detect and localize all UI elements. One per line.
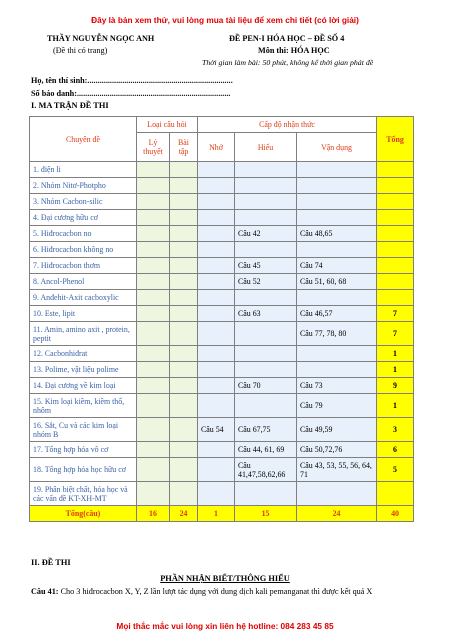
theory-cell (137, 194, 170, 210)
apply-cell (297, 178, 377, 194)
preview-banner: Đây là bản xem thử, vui lòng mua tài liệu để xem chi tiết (có lời giải) (91, 15, 359, 25)
exercise-cell (170, 226, 198, 242)
exercise-cell (170, 442, 198, 458)
apply-cell: Câu 43, 53, 55, 56, 64, 71 (297, 458, 377, 482)
theory-cell (137, 394, 170, 418)
remember-cell (198, 178, 235, 194)
apply-cell: Câu 74 (297, 258, 377, 274)
total-cell: 1 (377, 362, 414, 378)
candidate-name-line: Họ, tên thí sinh:....................................................................... (31, 76, 233, 85)
exam-subject: Môn thi: HÓA HỌC (258, 46, 330, 55)
header-topic: Chuyên đề (30, 117, 137, 162)
total-cell (377, 242, 414, 258)
exercise-cell (170, 362, 198, 378)
exercise-cell (170, 394, 198, 418)
remember-cell (198, 442, 235, 458)
understand-cell (235, 346, 297, 362)
theory-cell (137, 226, 170, 242)
theory-cell (137, 458, 170, 482)
total-cell (377, 210, 414, 226)
remember-cell (198, 258, 235, 274)
topic-cell: 1. điện li (30, 162, 137, 178)
understand-cell: Câu 44, 61, 69 (235, 442, 297, 458)
understand-cell (235, 178, 297, 194)
remember-cell (198, 306, 235, 322)
total-apply: 24 (297, 506, 377, 522)
remember-cell (198, 290, 235, 306)
table-row (30, 258, 414, 274)
exercise-cell (170, 178, 198, 194)
table-row (30, 378, 414, 394)
theory-cell (137, 258, 170, 274)
remember-cell (198, 346, 235, 362)
exercise-cell (170, 306, 198, 322)
total-cell (377, 178, 414, 194)
header-total: Tổng (377, 117, 414, 162)
topic-cell: 10. Este, lipit (30, 306, 137, 322)
part-title: PHẦN NHẬN BIẾT/THÔNG HIỂU (160, 574, 290, 583)
apply-cell (297, 290, 377, 306)
topic-cell: 16. Sắt, Cu và các kim loại nhóm B (30, 418, 137, 442)
total-theory: 16 (137, 506, 170, 522)
understand-cell: Câu 70 (235, 378, 297, 394)
total-cell: 1 (377, 394, 414, 418)
exercise-cell (170, 210, 198, 226)
understand-cell: Câu 52 (235, 274, 297, 290)
remember-cell (198, 482, 235, 506)
total-exercise: 24 (170, 506, 198, 522)
topic-cell: 5. Hiđrocacbon no (30, 226, 137, 242)
remember-cell (198, 362, 235, 378)
table-row (30, 226, 414, 242)
theory-cell (137, 242, 170, 258)
topic-cell: 4. Đại cương hữu cơ (30, 210, 137, 226)
understand-cell (235, 394, 297, 418)
topic-cell: 12. Cacbonhiđrat (30, 346, 137, 362)
question-text: Cho 3 hiđrocacbon X, Y, Z lần lượt tác dụng với dung dịch kali pemanganat thì được kết quả X (58, 587, 373, 596)
exercise-cell (170, 378, 198, 394)
theory-cell (137, 442, 170, 458)
total-row-label: Tổng(câu) (30, 506, 137, 522)
header-question-type: Loại câu hỏi (137, 117, 198, 133)
exercise-cell (170, 482, 198, 506)
theory-cell (137, 178, 170, 194)
topic-cell: 17. Tổng hợp hóa vô cơ (30, 442, 137, 458)
understand-cell: Câu 67,75 (235, 418, 297, 442)
exercise-cell (170, 346, 198, 362)
table-row (30, 346, 414, 362)
total-cell: 6 (377, 442, 414, 458)
remember-cell (198, 194, 235, 210)
total-cell (377, 274, 414, 290)
topic-cell: 3. Nhóm Cacbon-silic (30, 194, 137, 210)
apply-cell: Câu 48,65 (297, 226, 377, 242)
remember-cell (198, 378, 235, 394)
topic-cell: 2. Nhóm Nitơ-Photpho (30, 178, 137, 194)
remember-cell (198, 242, 235, 258)
theory-cell (137, 362, 170, 378)
table-total-row (30, 506, 414, 522)
exercise-cell (170, 458, 198, 482)
exam-matrix-table (29, 116, 414, 522)
exam-title: ĐỀ PEN-I HÓA HỌC – ĐỀ SỐ 4 (229, 34, 345, 43)
apply-cell: Câu 51, 60, 68 (297, 274, 377, 290)
apply-cell: Câu 46,57 (297, 306, 377, 322)
table-row (30, 274, 414, 290)
theory-cell (137, 274, 170, 290)
understand-cell (235, 162, 297, 178)
understand-cell: Câu 42 (235, 226, 297, 242)
topic-cell: 11. Amin, amino axit , protein, peptit (30, 322, 137, 346)
topic-cell: 7. Hiđrocacbon thơm (30, 258, 137, 274)
exercise-cell (170, 290, 198, 306)
section-exam-title: II. ĐỀ THI (31, 558, 71, 567)
exercise-cell (170, 194, 198, 210)
apply-cell (297, 210, 377, 226)
exercise-cell (170, 418, 198, 442)
topic-cell: 18. Tổng hợp hóa học hữu cơ (30, 458, 137, 482)
topic-cell: 15. Kim loại kiềm, kiềm thổ, nhôm (30, 394, 137, 418)
exercise-cell (170, 258, 198, 274)
theory-cell (137, 210, 170, 226)
theory-cell (137, 162, 170, 178)
hotline-banner: Mọi thắc mắc vui lòng xin liên hệ hotline: 084 283 45 85 (116, 621, 334, 631)
total-cell (377, 162, 414, 178)
question-41 (31, 587, 431, 596)
total-cell: 3 (377, 418, 414, 442)
remember-cell (198, 394, 235, 418)
table-row (30, 418, 414, 442)
apply-cell: Câu 73 (297, 378, 377, 394)
table-row (30, 322, 414, 346)
apply-cell (297, 162, 377, 178)
table-row (30, 210, 414, 226)
topic-cell: 8. Ancol-Phenol (30, 274, 137, 290)
table-row (30, 242, 414, 258)
theory-cell (137, 322, 170, 346)
theory-cell (137, 378, 170, 394)
table-row (30, 194, 414, 210)
total-cell: 9 (377, 378, 414, 394)
theory-cell (137, 482, 170, 506)
table-row (30, 442, 414, 458)
understand-cell (235, 362, 297, 378)
understand-cell: Câu 45 (235, 258, 297, 274)
total-cell: 7 (377, 322, 414, 346)
apply-cell: Câu 77, 78, 80 (297, 322, 377, 346)
topic-cell: 9. Anđehit-Axit cacboxylic (30, 290, 137, 306)
exercise-cell (170, 322, 198, 346)
section-matrix-title: I. MA TRẬN ĐỀ THI (31, 101, 109, 110)
table-row (30, 306, 414, 322)
remember-cell: Câu 54 (198, 418, 235, 442)
table-row (30, 178, 414, 194)
understand-cell (235, 290, 297, 306)
topic-cell: 19. Phân biệt chất, hóa học và các vấn đề KT-XH-MT (30, 482, 137, 506)
remember-cell (198, 226, 235, 242)
pages-note: (Đề thi có trang) (53, 46, 108, 55)
header-remember: Nhớ (198, 133, 235, 162)
total-cell: 1 (377, 346, 414, 362)
understand-cell (235, 194, 297, 210)
apply-cell: Câu 79 (297, 394, 377, 418)
table-row (30, 394, 414, 418)
candidate-id-line: Số báo danh:........................................................................... (31, 89, 231, 98)
total-cell (377, 258, 414, 274)
table-row (30, 482, 414, 506)
exercise-cell (170, 274, 198, 290)
apply-cell (297, 362, 377, 378)
theory-cell (137, 306, 170, 322)
table-row (30, 162, 414, 178)
table-row (30, 458, 414, 482)
topic-cell: 6. Hiđrocacbon không no (30, 242, 137, 258)
apply-cell (297, 194, 377, 210)
total-understand: 15 (235, 506, 297, 522)
total-cell: 7 (377, 306, 414, 322)
header-cognitive-level: Cấp độ nhận thức (198, 117, 377, 133)
total-cell (377, 194, 414, 210)
exercise-cell (170, 242, 198, 258)
header-apply: Vận dụng (297, 133, 377, 162)
table-row (30, 362, 414, 378)
apply-cell: Câu 49,59 (297, 418, 377, 442)
understand-cell (235, 482, 297, 506)
apply-cell: Câu 50,72,76 (297, 442, 377, 458)
remember-cell (198, 322, 235, 346)
topic-cell: 14. Đại cương về kim loại (30, 378, 137, 394)
total-cell (377, 226, 414, 242)
question-label: Câu 41: (31, 587, 59, 596)
apply-cell (297, 242, 377, 258)
theory-cell (137, 418, 170, 442)
author-name: THẦY NGUYỄN NGỌC ANH (47, 34, 155, 43)
exam-time: Thời gian làm bài: 50 phút, không kể thời gian phát đề (202, 58, 374, 67)
understand-cell (235, 242, 297, 258)
total-cell: 5 (377, 458, 414, 482)
theory-cell (137, 346, 170, 362)
total-cell (377, 482, 414, 506)
total-all: 40 (377, 506, 414, 522)
understand-cell: Câu 41,47,58,62,66 (235, 458, 297, 482)
remember-cell (198, 458, 235, 482)
apply-cell (297, 346, 377, 362)
understand-cell (235, 322, 297, 346)
apply-cell (297, 482, 377, 506)
table-row (30, 290, 414, 306)
exercise-cell (170, 162, 198, 178)
topic-cell: 13. Polime, vật liệu polime (30, 362, 137, 378)
understand-cell: Câu 63 (235, 306, 297, 322)
header-theory: Lý thuyết (137, 133, 170, 162)
remember-cell (198, 162, 235, 178)
theory-cell (137, 290, 170, 306)
total-cell (377, 290, 414, 306)
total-remember: 1 (198, 506, 235, 522)
understand-cell (235, 210, 297, 226)
header-exercise: Bài tập (170, 133, 198, 162)
header-understand: Hiểu (235, 133, 297, 162)
remember-cell (198, 274, 235, 290)
remember-cell (198, 210, 235, 226)
